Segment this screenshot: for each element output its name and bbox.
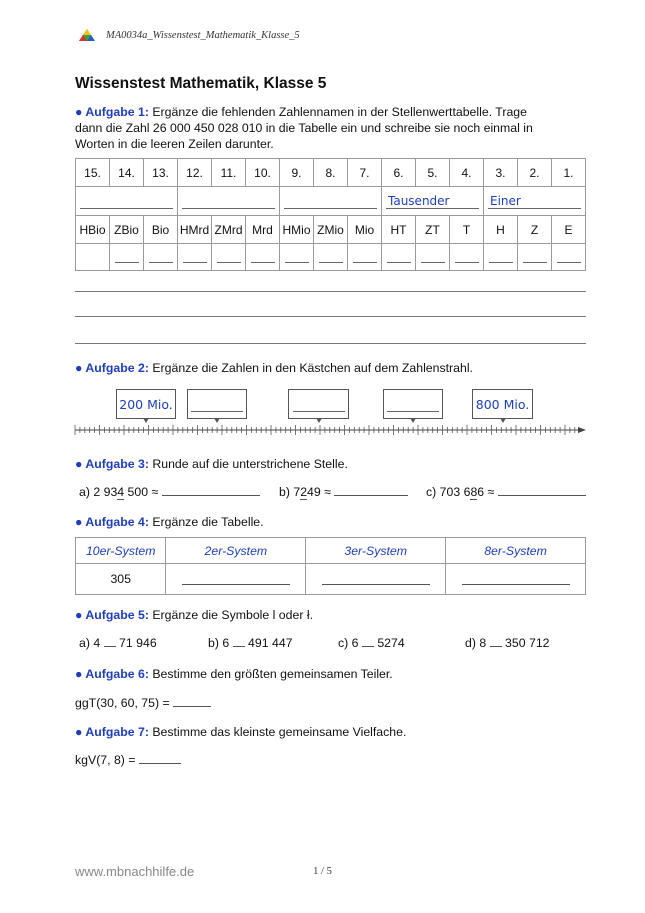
task3-item-c: c) 703 686 ≈ — [426, 485, 586, 500]
group-name-blank[interactable] — [280, 187, 382, 216]
place-abbr: HT — [382, 216, 416, 244]
digit-blank[interactable] — [518, 244, 552, 271]
symbol-blank[interactable] — [362, 646, 374, 647]
digit-blank[interactable] — [280, 244, 314, 271]
answer-blank[interactable] — [334, 495, 408, 496]
task7-expression: kgV(7, 8) = — [75, 753, 181, 769]
group-name-blank[interactable] — [76, 187, 178, 216]
box-pointer — [214, 418, 220, 423]
place-number: 8. — [314, 159, 348, 187]
answer-blank[interactable] — [162, 495, 260, 496]
symbol-blank[interactable] — [104, 646, 116, 647]
digit-blank[interactable] — [246, 244, 280, 271]
task3-heading — [75, 457, 348, 473]
task7-label: ● Aufgabe 7: — [75, 725, 149, 739]
place-number: 9. — [280, 159, 314, 187]
group-name-blank[interactable] — [178, 187, 280, 216]
task1-label: ● Aufgabe 1: — [75, 105, 149, 119]
place-abbr: ZMio — [314, 216, 348, 244]
answer-blank[interactable] — [173, 706, 211, 707]
place-abbr: E — [552, 216, 586, 244]
place-abbr: T — [450, 216, 484, 244]
digit-blank[interactable] — [450, 244, 484, 271]
place-number-row — [76, 159, 586, 187]
task7-text: Bestimme das kleinste gemeinsame Vielfache. — [152, 725, 407, 739]
number-line-box-blank[interactable] — [288, 389, 349, 419]
place-number: 10. — [246, 159, 280, 187]
answer-blank[interactable] — [498, 495, 586, 496]
system-blank[interactable] — [446, 564, 586, 595]
page-header — [78, 27, 300, 43]
answer-line[interactable] — [75, 343, 586, 344]
task4-label: ● Aufgabe 4: — [75, 515, 149, 529]
task2-text: Ergänze die Zahlen in den Kästchen auf dem Zahlenstrahl. — [152, 361, 473, 375]
page-number: 1 / 5 — [313, 866, 332, 877]
number-line — [70, 416, 590, 438]
place-value-table — [75, 158, 586, 271]
box-pointer — [143, 418, 149, 423]
digit-entry-row — [76, 244, 586, 271]
digit-blank[interactable] — [314, 244, 348, 271]
answer-blank[interactable] — [139, 763, 181, 764]
number-system-value-row — [76, 564, 586, 595]
place-abbr-row — [76, 216, 586, 244]
group-name-einer: Einer — [484, 187, 586, 216]
task3-text: Runde auf die unterstrichene Stelle. — [152, 457, 348, 471]
footer-website[interactable]: www.mbnachhilfe.de — [75, 864, 195, 879]
place-abbr: HMrd — [178, 216, 212, 244]
place-number: 11. — [212, 159, 246, 187]
place-number: 5. — [416, 159, 450, 187]
logo-icon — [78, 28, 96, 42]
place-abbr: Mrd — [246, 216, 280, 244]
task5-item-b: b) 6 491 447 — [208, 636, 293, 650]
box-pointer — [500, 418, 506, 423]
task5-item-a: a) 4 71 946 — [79, 636, 157, 650]
place-abbr: H — [484, 216, 518, 244]
digit-blank[interactable] — [178, 244, 212, 271]
place-abbr: ZMrd — [212, 216, 246, 244]
task3-item-a: a) 2 934 500 ≈ — [79, 485, 260, 500]
system-header: 10er-System — [76, 538, 166, 564]
answer-line[interactable] — [75, 291, 586, 292]
task4-heading — [75, 515, 264, 531]
system-header: 3er-System — [306, 538, 446, 564]
digit-blank[interactable] — [348, 244, 382, 271]
task3-item-b: b) 7249 ≈ — [279, 485, 408, 500]
place-abbr: HMio — [280, 216, 314, 244]
number-line-box-blank[interactable] — [187, 389, 247, 419]
digit-blank[interactable] — [552, 244, 586, 271]
task5-text: Ergänze die Symbole l oder ł. — [152, 608, 313, 622]
digit-blank[interactable] — [484, 244, 518, 271]
place-abbr: Bio — [144, 216, 178, 244]
digit-blank[interactable] — [416, 244, 450, 271]
task6-heading — [75, 667, 393, 683]
task1-line1 — [75, 105, 585, 121]
system-blank[interactable] — [166, 564, 306, 595]
number-line-box: 800 Mio. — [472, 389, 533, 419]
task1-text1: Ergänze die fehlenden Zahlennamen in der Stellenwerttabelle. Trage — [152, 105, 527, 119]
number-line-arrow — [578, 427, 586, 433]
system-header: 8er-System — [446, 538, 586, 564]
number-line-box-blank[interactable] — [383, 389, 443, 419]
box-pointer — [410, 418, 416, 423]
system-header: 2er-System — [166, 538, 306, 564]
task5-item-d: d) 8 350 712 — [465, 636, 550, 650]
place-number: 4. — [450, 159, 484, 187]
place-number: 1. — [552, 159, 586, 187]
digit-blank[interactable] — [76, 244, 110, 271]
place-number: 3. — [484, 159, 518, 187]
number-system-table — [75, 537, 586, 595]
digit-blank[interactable] — [212, 244, 246, 271]
task6-label: ● Aufgabe 6: — [75, 667, 149, 681]
place-abbr: Z — [518, 216, 552, 244]
task5-item-c: c) 6 5274 — [338, 636, 405, 650]
digit-blank[interactable] — [382, 244, 416, 271]
system-value: 305 — [76, 564, 166, 595]
answer-line[interactable] — [75, 316, 586, 317]
place-abbr: Mio — [348, 216, 382, 244]
digit-blank[interactable] — [144, 244, 178, 271]
place-number: 2. — [518, 159, 552, 187]
digit-blank[interactable] — [110, 244, 144, 271]
task4-text: Ergänze die Tabelle. — [152, 515, 264, 529]
place-abbr: ZBio — [110, 216, 144, 244]
symbol-blank[interactable] — [490, 646, 502, 647]
task5-heading — [75, 608, 313, 624]
group-name-tausender: Tausender — [382, 187, 484, 216]
task2-label: ● Aufgabe 2: — [75, 361, 149, 375]
place-number: 12. — [178, 159, 212, 187]
place-number: 14. — [110, 159, 144, 187]
page-title: Wissenstest Mathematik, Klasse 5 — [75, 75, 327, 92]
place-number: 6. — [382, 159, 416, 187]
place-number: 13. — [144, 159, 178, 187]
task6-text: Bestimme den größten gemeinsamen Teiler. — [152, 667, 393, 681]
box-pointer — [316, 418, 322, 423]
number-line-box: 200 Mio. — [116, 389, 176, 419]
place-abbr: ZT — [416, 216, 450, 244]
group-name-row — [76, 187, 586, 216]
number-system-header-row — [76, 538, 586, 564]
task6-expression: ggT(30, 60, 75) = — [75, 696, 211, 712]
task2-heading — [75, 361, 473, 377]
symbol-blank[interactable] — [233, 646, 245, 647]
system-blank[interactable] — [306, 564, 446, 595]
task5-label: ● Aufgabe 5: — [75, 608, 149, 622]
place-abbr: HBio — [76, 216, 110, 244]
document-id: MA0034a_Wissenstest_Mathematik_Klasse_5 — [106, 29, 300, 41]
task1-line2: dann die Zahl 26 000 450 028 010 in die Tabelle ein und schreibe sie noch einmal in — [75, 121, 533, 135]
task3-label: ● Aufgabe 3: — [75, 457, 149, 471]
place-number: 7. — [348, 159, 382, 187]
place-number: 15. — [76, 159, 110, 187]
task1-line3: Worten in die leeren Zeilen darunter. — [75, 137, 274, 151]
task7-heading — [75, 725, 406, 741]
